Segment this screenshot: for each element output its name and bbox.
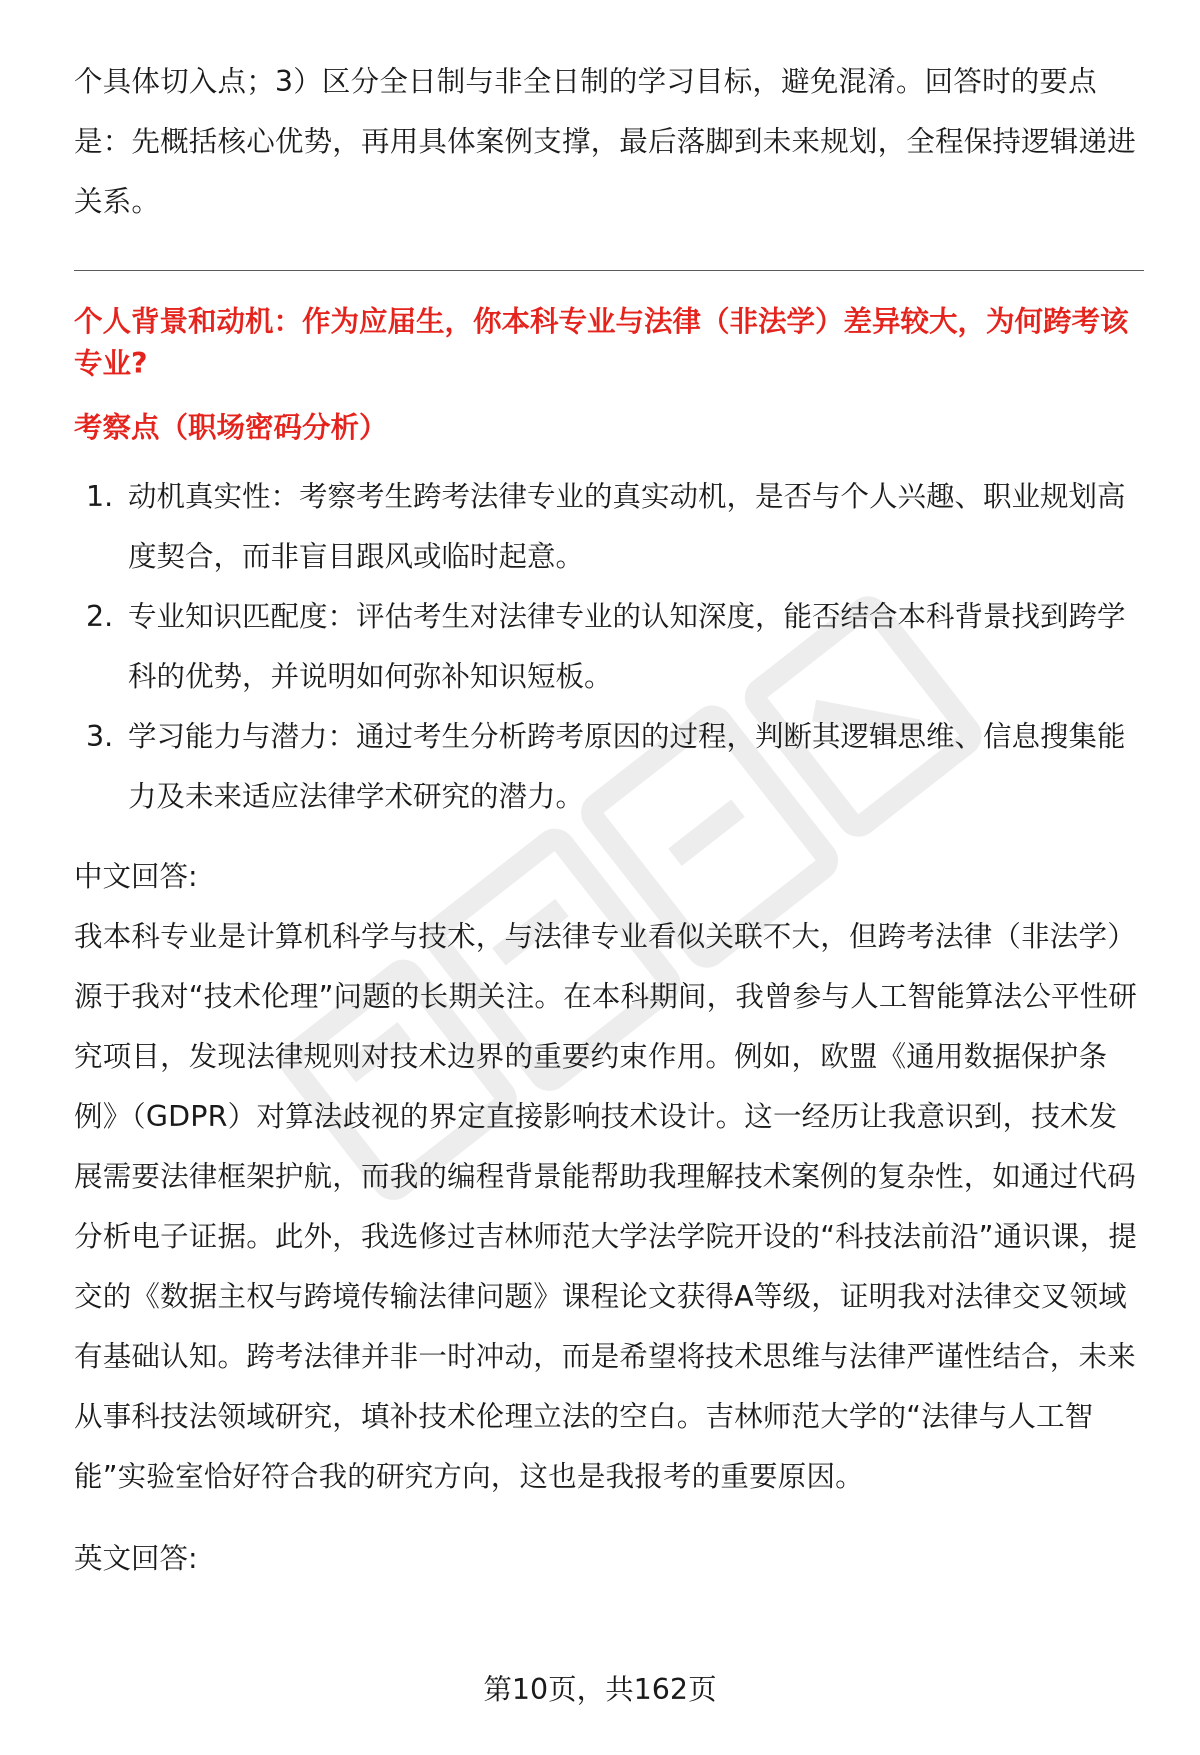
chinese-answer-label: 中文回答:	[74, 860, 198, 893]
list-item	[74, 587, 1144, 707]
list-item	[74, 707, 1144, 827]
list-item-number: 2.	[86, 600, 114, 633]
chinese-answer-text: 我本科专业是计算机科学与技术，与法律专业看似关联不大，但跨考法律（非法学）源于我对“技术伦理”问题的长期关注。在本科期间，我曾参与人工智能算法公平性研究项目，发现法律规则对技术边界的重要约束作用。例如，欧盟《通用数据保护条例》（GDPR）对算法歧视的界定直接影响技术设计。这一经历让我意识到，技术发展需要法律框架护航，而我的编程背景能帮助我理解技术案例的复杂性，如通过代码分析电子证据。此外，我选修过吉林师范大学法学院开设的“科技法前沿”通识课，提交的《数据主权与跨境传输法律问题》课程论文获得A等级，证明我对法律交叉领域有基础认知。跨考法律并非一时冲动，而是希望将技术思维与法律严谨性结合，未来从事科技法领域研究，填补技术伦理立法的空白。吉林师范大学的“法律与人工智能”实验室恰好符合我的研究方向，这也是我报考的重要原因。	[74, 920, 1138, 1493]
list-item	[74, 467, 1144, 587]
list-item-text: 学习能力与潜力：通过考生分析跨考原因的过程，判断其逻辑思维、信息搜集能力及未来适应法律学术研究的潜力。	[128, 720, 1126, 813]
document-page	[74, 52, 1144, 1589]
list-item-number: 3.	[86, 720, 114, 753]
section-divider	[74, 270, 1144, 271]
intro-paragraph: 个具体切入点；3）区分全日制与非全日制的学习目标，避免混淆。回答时的要点是：先概括核心优势，再用具体案例支撑，最后落脚到未来规划，全程保持逻辑递进关系。	[74, 65, 1136, 218]
question-heading: 个人背景和动机：作为应届生，你本科专业与法律（非法学）差异较大，为何跨考该专业?	[74, 305, 1129, 380]
assessment-points-list	[74, 467, 1144, 827]
list-item-text: 动机真实性：考察考生跨考法律专业的真实动机，是否与个人兴趣、职业规划高度契合，而非盲目跟风或临时起意。	[128, 480, 1126, 573]
list-item-text: 专业知识匹配度：评估考生对法律专业的认知深度，能否结合本科背景找到跨学科的优势，并说明如何弥补知识短板。	[128, 600, 1126, 693]
page-number-footer: 第10页，共162页	[483, 1673, 717, 1706]
english-answer-label: 英文回答:	[74, 1542, 198, 1575]
assessment-points-heading: 考察点（职场密码分析）	[74, 411, 388, 444]
list-item-number: 1.	[86, 480, 114, 513]
